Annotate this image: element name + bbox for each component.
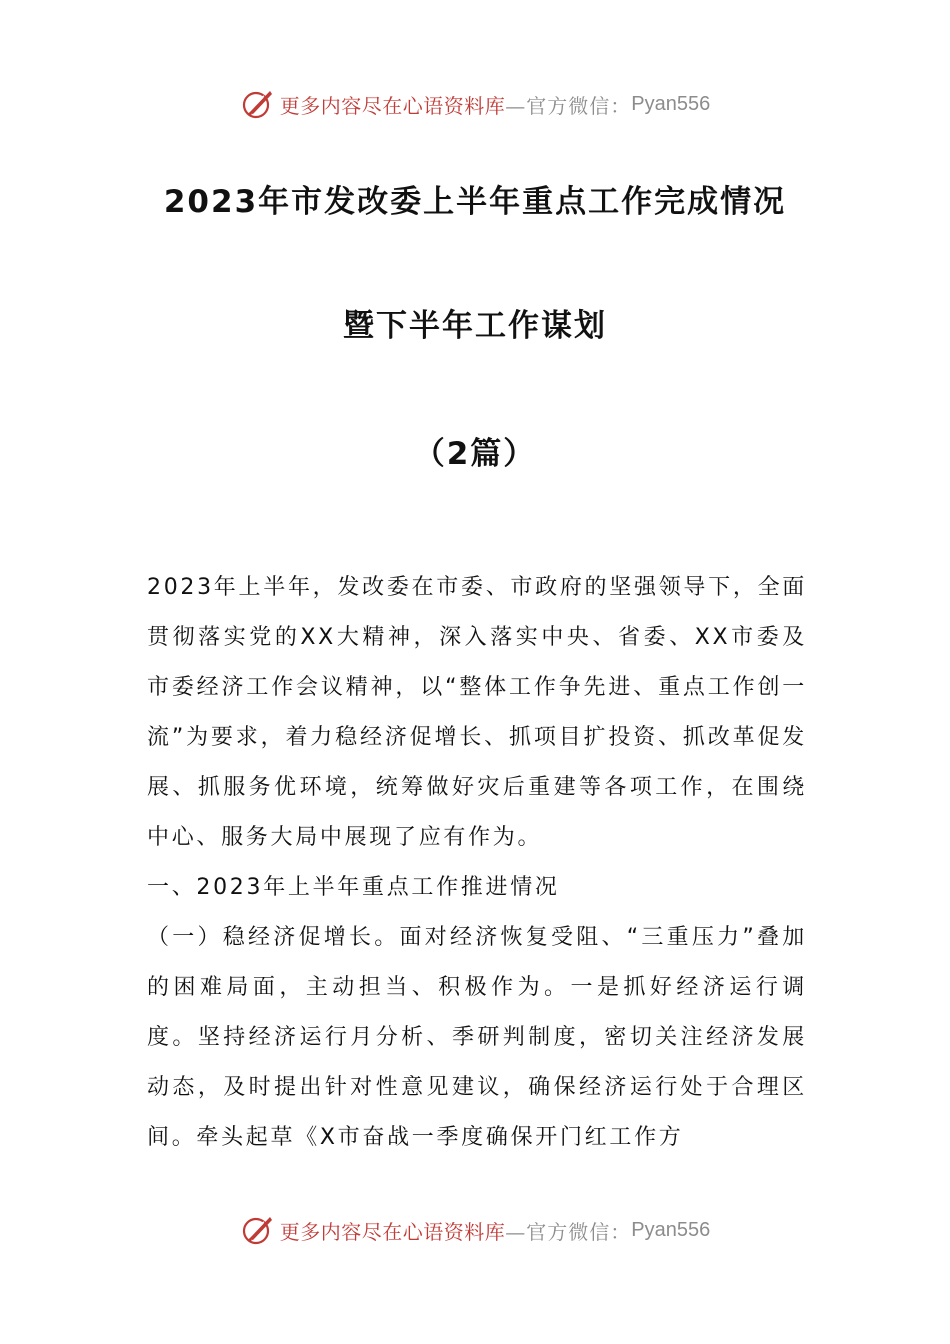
document-title-line-2: 暨下半年工作谋划	[343, 308, 607, 344]
header-brand-text: 更多内容尽在心语资料库	[279, 93, 506, 118]
footer-brand-text: 更多内容尽在心语资料库	[279, 1219, 506, 1244]
header-watermark-banner	[0, 84, 950, 124]
document-title-count: （2篇）	[413, 436, 537, 472]
footer-wechat-handle: Pyan556	[631, 1218, 711, 1241]
section-heading-1: 一、2023年上半年重点工作推进情况	[147, 875, 560, 900]
header-wechat-handle: Pyan556	[631, 92, 711, 115]
document-title-line-1: 2023年市发改委上半年重点工作完成情况	[163, 184, 787, 220]
footer-official-label: —官方微信：	[505, 1219, 632, 1244]
document-body	[147, 563, 807, 1163]
header-official-label: —官方微信：	[505, 93, 632, 118]
footer-watermark-banner	[0, 1210, 950, 1250]
quill-logo-icon	[240, 1212, 276, 1248]
body-paragraph-section-1-1: （一）稳经济促增长。面对经济恢复受阻、“三重压力”叠加的困难局面，主动担当、积极作为。一是抓好经济运行调度。坚持经济运行月分析、季研判制度，密切关注经济发展动态，及时提出针对性意见建议，确保经济运行处于合理区间。牵头起草《X市奋战一季度确保开门红工作方	[147, 925, 807, 1150]
body-paragraph-intro: 2023年上半年，发改委在市委、市政府的坚强领导下，全面贯彻落实党的XX大精神，深入落实中央、省委、XX市委及市委经济工作会议精神，以“整体工作争先进、重点工作创一流”为要求，着力稳经济促增长、抓项目扩投资、抓改革促发展、抓服务优环境，统筹做好灾后重建等各项工作，在围绕中心、服务大局中展现了应有作为。	[147, 575, 807, 850]
quill-logo-icon	[240, 86, 276, 122]
